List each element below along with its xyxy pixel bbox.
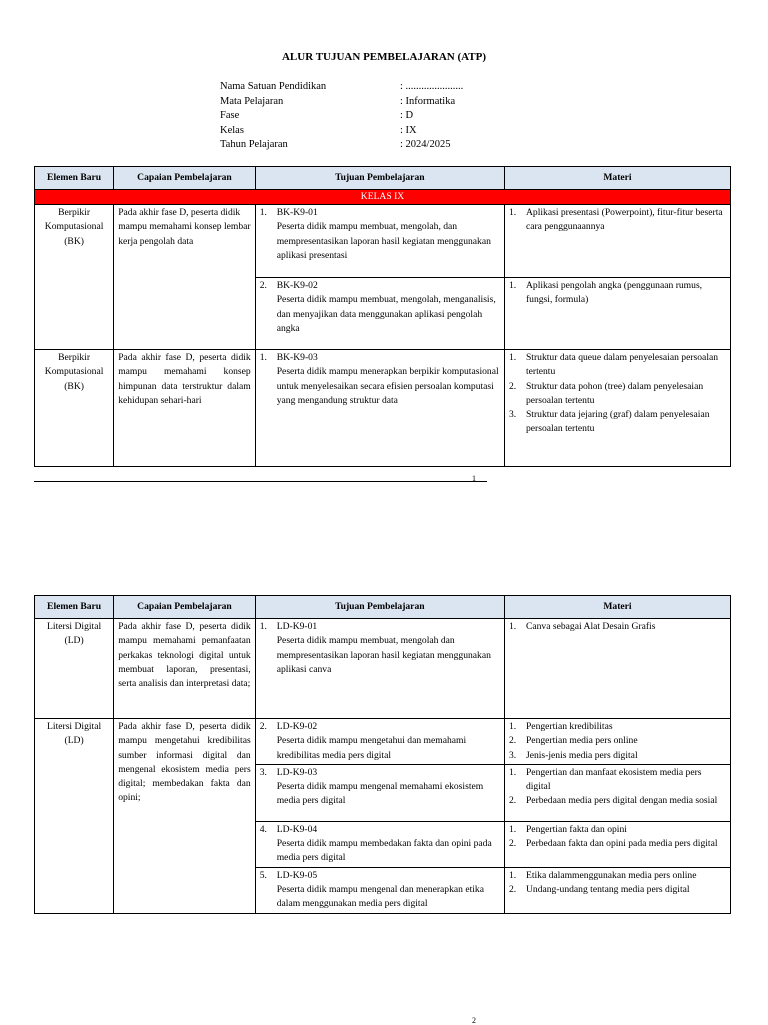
materi-text: Perbedaan media pers digital dengan media sosial bbox=[525, 795, 718, 807]
table-row bbox=[35, 205, 731, 278]
tp-description: Peserta didik mampu membedakan fakta dan opini pada media pers digital bbox=[276, 838, 492, 864]
item-number: 1. bbox=[259, 621, 267, 632]
header-materi: Materi bbox=[504, 596, 730, 619]
tp-code: LD-K9-03 bbox=[276, 766, 318, 778]
meta-row-subject bbox=[220, 95, 463, 110]
tujuan-cell bbox=[255, 278, 504, 350]
page-number: 2 bbox=[472, 1016, 476, 1025]
list-item bbox=[509, 720, 726, 734]
materi-text: Pengertian dan manfaat ekosistem media pers digital bbox=[525, 766, 702, 793]
list-item bbox=[509, 734, 726, 748]
meta-row-year bbox=[220, 138, 463, 153]
materi-cell bbox=[504, 205, 730, 278]
materi-text: Aplikasi presentasi (Powerpoint), fitur-fitur beserta cara penggunaannya bbox=[525, 207, 723, 233]
meta-value: : IX bbox=[400, 124, 417, 136]
tp-description: Peserta didik mampu mengenal memahami ekosistem media pers digital bbox=[276, 781, 484, 807]
item-number: 2. bbox=[508, 838, 517, 850]
materi-text: Undang-undang tentang media pers digital bbox=[525, 884, 690, 896]
materi-text: Perbedaan fakta dan opini pada media pers digital bbox=[525, 838, 718, 850]
item-number: 4. bbox=[259, 823, 267, 835]
list-item bbox=[509, 408, 726, 437]
item-number: 3. bbox=[259, 766, 267, 778]
item-number: 3. bbox=[508, 749, 517, 761]
document-title: ALUR TUJUAN PEMBELAJARAN (ATP) bbox=[281, 51, 486, 63]
materi-cell bbox=[504, 867, 730, 913]
materi-text: Etika dalammenggunakan media pers online bbox=[525, 869, 697, 881]
table-header-row bbox=[35, 167, 731, 190]
tp-code: BK-K9-01 bbox=[276, 207, 318, 218]
tp-description: Peserta didik mampu menerapkan berpikir komputasional untuk menyelesaikan secara efisien persoalan komputasi yang mengandung struktur data bbox=[276, 366, 499, 406]
tp-description: Peserta didik mampu membuat, mengolah dan mempresentasikan laporan hasil kegiatan menggunakan aplikasi canva bbox=[276, 635, 491, 675]
item-number: 3. bbox=[508, 409, 517, 421]
kelas-label: KELAS IX bbox=[35, 190, 731, 205]
item-number: 1. bbox=[259, 207, 267, 218]
table-row bbox=[35, 350, 731, 467]
tp-description: Peserta didik mampu mengenal dan menerapkan etika dalam menggunakan media pers digital bbox=[276, 884, 484, 910]
item-number: 2. bbox=[508, 884, 517, 896]
item-number: 2. bbox=[508, 380, 517, 392]
table-row bbox=[35, 619, 731, 719]
tp-description: Peserta didik mampu membuat, mengolah, dan mempresentasikan laporan hasil kegiatan menggunakan aplikasi presentasi bbox=[276, 221, 491, 261]
header-elemen: Elemen Baru bbox=[35, 167, 114, 190]
list-item bbox=[260, 206, 500, 263]
materi-text: Pengertian media pers online bbox=[525, 735, 638, 747]
meta-value: : 2024/2025 bbox=[400, 139, 451, 151]
meta-label: Fase bbox=[220, 110, 240, 122]
list-item bbox=[509, 279, 726, 308]
meta-label: Nama Satuan Pendidikan bbox=[220, 81, 327, 92]
header-elemen: Elemen Baru bbox=[35, 596, 114, 619]
atp-table-page-2 bbox=[34, 595, 731, 914]
list-item bbox=[260, 823, 500, 866]
item-number: 2. bbox=[508, 735, 517, 747]
tp-code: LD-K9-02 bbox=[276, 721, 318, 732]
header-tujuan: Tujuan Pembelajaran bbox=[255, 596, 504, 619]
meta-value: : ...................... bbox=[400, 81, 464, 92]
elemen-cell: Litersi Digital (LD) bbox=[35, 619, 114, 719]
list-item bbox=[509, 837, 726, 851]
meta-row-class bbox=[220, 124, 463, 139]
materi-cell bbox=[504, 821, 730, 867]
header-capaian: Capaian Pembelajaran bbox=[114, 167, 256, 190]
item-number: 1. bbox=[259, 352, 267, 363]
elemen-cell: Berpikir Komputasional (BK) bbox=[35, 350, 114, 467]
materi-cell bbox=[504, 619, 730, 719]
list-item bbox=[260, 620, 500, 677]
tujuan-cell bbox=[255, 764, 504, 821]
capaian-cell: Pada akhir fase D, peserta didik mampu memahami konsep lembar kerja pengolah data bbox=[114, 205, 256, 350]
header-tujuan: Tujuan Pembelajaran bbox=[255, 167, 504, 190]
table-header-row bbox=[35, 596, 731, 619]
item-number: 1. bbox=[508, 621, 517, 632]
page-footer-line bbox=[34, 481, 487, 482]
atp-table-page-1 bbox=[34, 166, 731, 467]
meta-value: : Informatika bbox=[400, 95, 456, 107]
list-item bbox=[260, 869, 500, 912]
list-item bbox=[509, 794, 726, 808]
tp-code: LD-K9-01 bbox=[276, 621, 318, 632]
materi-cell bbox=[504, 278, 730, 350]
materi-cell bbox=[504, 719, 730, 765]
table-row bbox=[35, 719, 731, 765]
list-item bbox=[509, 766, 726, 795]
item-number: 1. bbox=[508, 766, 517, 778]
list-item bbox=[509, 869, 726, 883]
list-item bbox=[509, 620, 726, 634]
meta-row-school bbox=[220, 80, 463, 95]
header-materi: Materi bbox=[504, 167, 730, 190]
list-item bbox=[260, 279, 500, 336]
item-number: 5. bbox=[259, 869, 267, 881]
capaian-cell: Pada akhir fase D, peserta didik mampu memahami pemanfaatan perkakas teknologi digital untuk membuat laporan, presentasi, serta analisis dan interpretasi data; bbox=[114, 619, 256, 719]
tujuan-cell bbox=[255, 821, 504, 867]
meta-row-phase bbox=[220, 109, 463, 124]
tp-code: LD-K9-05 bbox=[276, 869, 318, 881]
item-number: 1. bbox=[508, 280, 517, 291]
elemen-cell: Berpikir Komputasional (BK) bbox=[35, 205, 114, 350]
document-meta bbox=[220, 80, 463, 153]
item-number: 1. bbox=[508, 207, 517, 218]
item-number: 1. bbox=[508, 823, 517, 835]
materi-text: Struktur data pohon (tree) dalam penyelesaian persoalan tertentu bbox=[525, 380, 704, 406]
materi-text: Struktur data queue dalam penyelesaian persoalan tertentu bbox=[525, 352, 719, 378]
list-item bbox=[509, 206, 726, 235]
list-item bbox=[509, 351, 726, 380]
list-item bbox=[509, 883, 726, 897]
item-number: 1. bbox=[508, 721, 517, 732]
materi-text: Jenis-jenis media pers digital bbox=[525, 749, 638, 761]
list-item bbox=[260, 351, 500, 408]
header-capaian: Capaian Pembelajaran bbox=[114, 596, 256, 619]
capaian-cell: Pada akhir fase D, peserta didik mampu memahami konsep himpunan data terstruktur dalam kehidupan sehari-hari bbox=[114, 350, 256, 467]
tp-code: LD-K9-04 bbox=[276, 823, 318, 835]
meta-label: Kelas bbox=[220, 124, 244, 136]
materi-text: Pengertian fakta dan opini bbox=[525, 823, 627, 835]
list-item bbox=[509, 380, 726, 409]
tp-code: BK-K9-02 bbox=[276, 280, 318, 291]
capaian-cell: Pada akhir fase D, peserta didik mampu mengetahui kredibilitas sumber informasi digital dan mengenal ekosistem media pers digital; membedakan fakta dan opini; bbox=[114, 719, 256, 914]
materi-cell bbox=[504, 350, 730, 467]
elemen-cell: Litersi Digital (LD) bbox=[35, 719, 114, 914]
list-item bbox=[260, 766, 500, 809]
materi-cell bbox=[504, 764, 730, 821]
materi-text: Canva sebagai Alat Desain Grafis bbox=[525, 621, 656, 632]
tujuan-cell bbox=[255, 350, 504, 467]
materi-text: Aplikasi pengolah angka (penggunaan rumus, fungsi, formula) bbox=[525, 280, 703, 306]
materi-text: Struktur data jejaring (graf) dalam penyelesaian persoalan tertentu bbox=[525, 409, 710, 435]
tujuan-cell bbox=[255, 867, 504, 913]
list-item bbox=[260, 720, 500, 763]
materi-text: Pengertian kredibilitas bbox=[525, 721, 613, 732]
tujuan-cell bbox=[255, 619, 504, 719]
page-number: 1 bbox=[472, 474, 476, 483]
item-number: 1. bbox=[508, 352, 517, 363]
tujuan-cell bbox=[255, 205, 504, 278]
item-number: 2. bbox=[259, 280, 267, 291]
meta-label: Mata Pelajaran bbox=[220, 95, 284, 107]
item-number: 2. bbox=[508, 795, 517, 807]
item-number: 1. bbox=[508, 869, 517, 881]
tujuan-cell bbox=[255, 719, 504, 765]
kelas-row bbox=[35, 190, 731, 205]
tp-code: BK-K9-03 bbox=[276, 352, 318, 363]
meta-label: Tahun Pelajaran bbox=[220, 139, 288, 151]
tp-description: Peserta didik mampu mengetahui dan memahami kredibilitas media pers digital bbox=[276, 735, 467, 761]
list-item bbox=[509, 823, 726, 837]
item-number: 2. bbox=[259, 721, 267, 732]
tp-description: Peserta didik mampu membuat, mengolah, menganalisis, dan menyajikan data menggunakan aplikasi pengolah angka bbox=[276, 294, 496, 334]
meta-value: : D bbox=[400, 110, 414, 122]
list-item bbox=[509, 749, 726, 763]
